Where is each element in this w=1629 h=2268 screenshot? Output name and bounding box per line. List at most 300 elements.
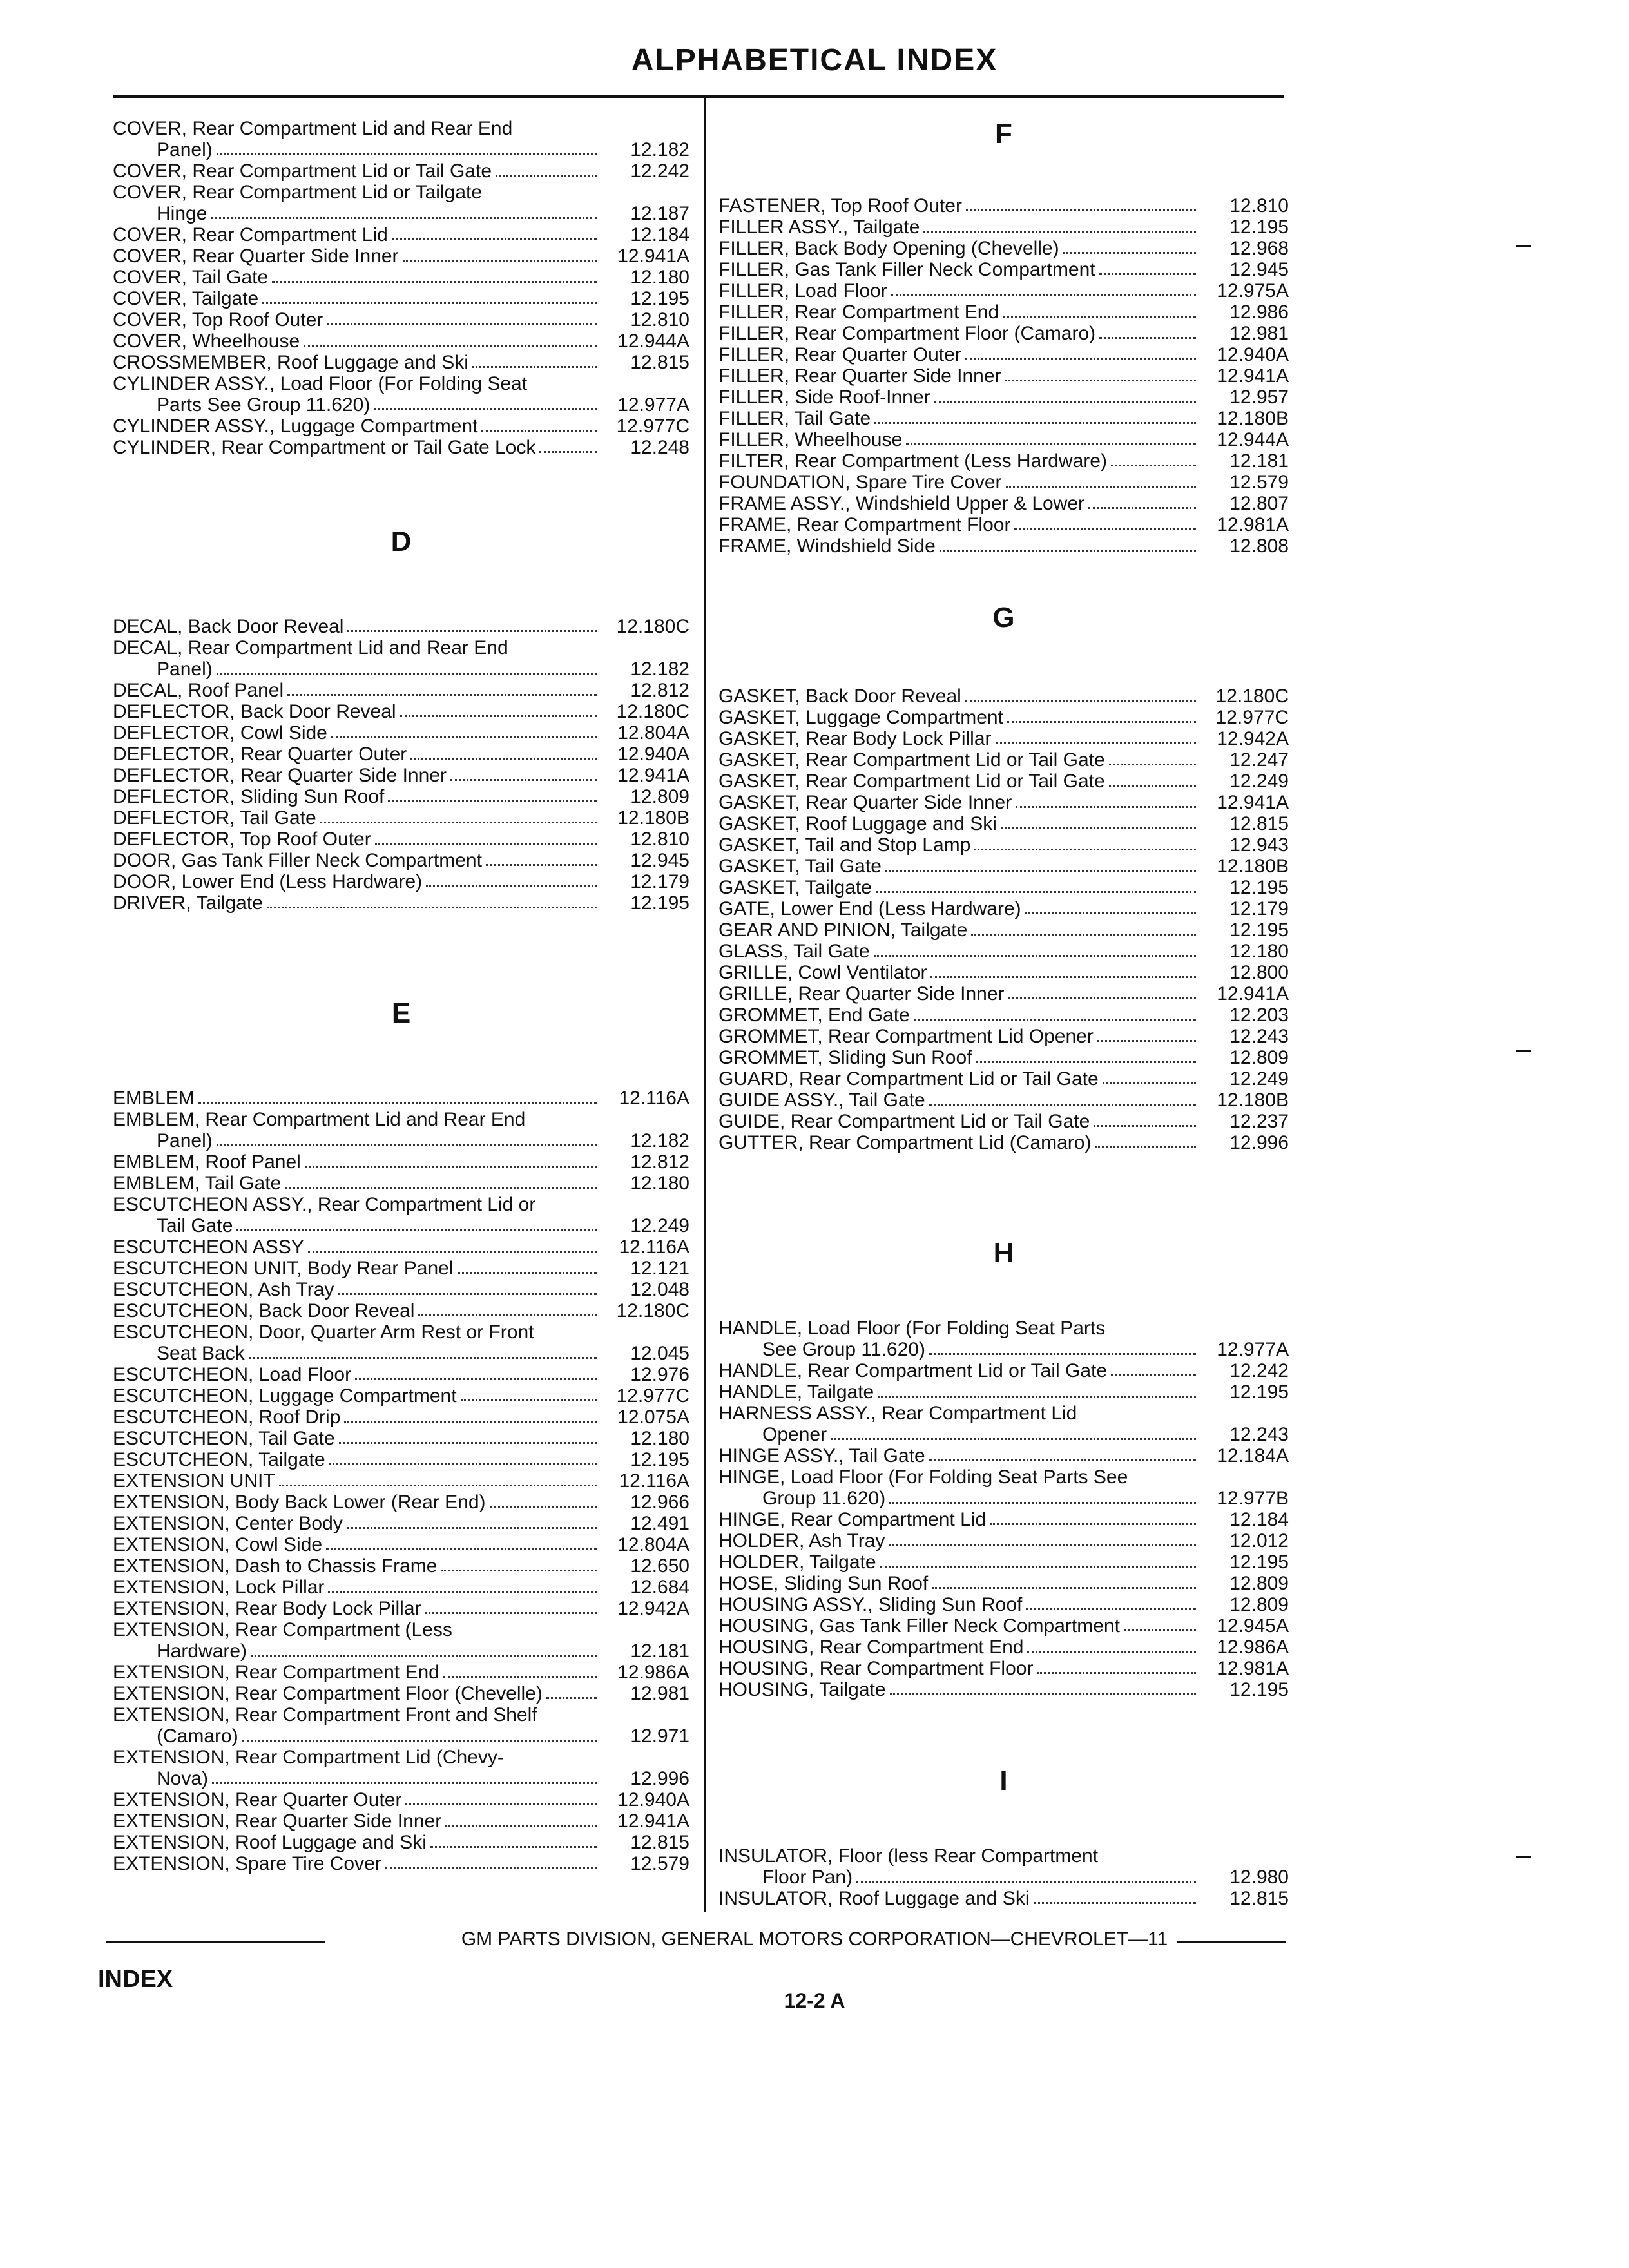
entry-line-text: DEFLECTOR, Top Roof Outer xyxy=(113,829,371,850)
entry-text xyxy=(718,1360,1199,1381)
page-title: ALPHABETICAL INDEX xyxy=(631,43,998,77)
entry-text xyxy=(718,365,1199,387)
entry-text xyxy=(718,238,1199,259)
entry-text xyxy=(113,1300,599,1321)
entry-line-text: GROMMET, End Gate xyxy=(718,1004,910,1026)
entry-text xyxy=(718,707,1199,728)
page-reference: 12.195 xyxy=(1229,877,1289,898)
dot-leader xyxy=(285,1187,597,1189)
entry-name: EXTENSION, Rear Compartment Lid (Chevy- xyxy=(113,1747,504,1768)
entry-line-text: ESCUTCHEON, Back Door Reveal xyxy=(113,1300,415,1321)
entry-line-text: HINGE, Rear Compartment Lid xyxy=(718,1509,987,1530)
entry-continuation xyxy=(718,1339,1199,1360)
index-entry xyxy=(113,352,689,373)
entry-name xyxy=(718,514,1199,535)
entry-line-text: FASTENER, Top Roof Outer xyxy=(718,195,962,216)
index-entry xyxy=(718,429,1289,450)
entry-text xyxy=(718,749,1199,771)
dot-leader xyxy=(217,1144,597,1146)
entry-name xyxy=(718,707,1199,728)
entry-line-text: Opener xyxy=(762,1424,827,1445)
dot-leader xyxy=(976,1061,1196,1063)
dot-leader xyxy=(890,1693,1196,1695)
entry-name xyxy=(718,1679,1199,1700)
page-reference: 12.012 xyxy=(1229,1530,1289,1552)
entry-line-text: DEFLECTOR, Rear Quarter Outer xyxy=(113,744,407,765)
entry-text xyxy=(718,1111,1199,1132)
entry-line-text: GUTTER, Rear Compartment Lid (Camaro) xyxy=(718,1132,1092,1153)
entry-line-text: EXTENSION, Rear Body Lock Pillar xyxy=(113,1598,421,1619)
page-reference: 12.807 xyxy=(1229,493,1289,514)
entry-text xyxy=(718,1615,1199,1637)
page-reference: 12.180B xyxy=(1217,856,1289,877)
index-entry xyxy=(718,1552,1289,1573)
page-reference: 12.977C xyxy=(1215,707,1289,728)
entry-name xyxy=(113,1407,599,1428)
entry-line-text: DEFLECTOR, Back Door Reveal xyxy=(113,701,396,722)
page-reference: 12.944A xyxy=(1217,429,1289,450)
page-reference: 12.248 xyxy=(630,437,689,458)
entry-line-text: GUIDE, Rear Compartment Lid or Tail Gate xyxy=(718,1111,1090,1132)
index-entry xyxy=(718,535,1289,557)
dot-leader xyxy=(971,934,1196,936)
page-reference: 12.981A xyxy=(1217,1658,1289,1679)
index-entry xyxy=(113,182,689,224)
entry-line-text: FILLER, Wheelhouse xyxy=(718,429,903,450)
entry-name xyxy=(718,771,1199,792)
entry-line-text: (Camaro) xyxy=(157,1725,238,1747)
entry-name xyxy=(718,813,1199,834)
entry-text xyxy=(113,829,599,850)
index-entry xyxy=(718,1888,1289,1909)
entry-text xyxy=(113,1449,599,1470)
entry-line-text: FILLER, Rear Compartment End xyxy=(718,302,999,323)
entry-name xyxy=(113,1428,599,1449)
dot-leader xyxy=(308,1251,597,1253)
entry-line-text: DEFLECTOR, Tail Gate xyxy=(113,807,316,829)
entry-line-text: FRAME ASSY., Windshield Upper & Lower xyxy=(718,493,1085,514)
dot-leader xyxy=(344,1421,597,1423)
page-reference: 12.977C xyxy=(616,416,689,437)
entry-name: EMBLEM, Rear Compartment Lid and Rear End xyxy=(113,1109,526,1130)
entry-text xyxy=(113,288,599,309)
entry-line-text: GASKET, Luggage Compartment xyxy=(718,707,1003,728)
entry-line-text: DECAL, Back Door Reveal xyxy=(113,616,344,637)
entry-name xyxy=(113,829,599,850)
page-reference: 12.812 xyxy=(630,680,689,701)
entry-name xyxy=(718,535,1199,557)
entry-name xyxy=(718,238,1199,259)
index-entry xyxy=(113,1385,689,1407)
page-reference: 12.977C xyxy=(616,1385,689,1407)
entry-text xyxy=(113,416,599,437)
dot-leader xyxy=(400,715,597,717)
entry-line-text: GASKET, Rear Body Lock Pillar xyxy=(718,728,992,749)
page-reference: 12.180 xyxy=(630,1173,689,1194)
entry-text xyxy=(113,1832,599,1853)
entry-line-text: Hardware) xyxy=(157,1640,247,1662)
dot-leader xyxy=(385,1867,597,1869)
entry-name xyxy=(113,1492,599,1513)
entry-name xyxy=(718,728,1199,749)
entry-line-text: COVER, Rear Quarter Side Inner xyxy=(113,245,399,267)
entry-text xyxy=(113,1385,599,1407)
dot-leader xyxy=(1008,997,1196,999)
entry-text xyxy=(113,892,599,914)
index-entry xyxy=(113,850,689,871)
entry-name xyxy=(113,437,599,458)
dot-leader xyxy=(539,451,597,453)
dot-leader xyxy=(874,422,1196,424)
entry-text xyxy=(113,1364,599,1385)
dot-leader xyxy=(966,209,1196,211)
entry-text xyxy=(113,437,599,458)
page-reference: 12.986A xyxy=(1217,1637,1289,1658)
index-entry xyxy=(718,834,1289,856)
entry-line-text: ESCUTCHEON ASSY xyxy=(113,1236,304,1258)
page-reference: 12.940A xyxy=(1217,344,1289,365)
entry-name: INSULATOR, Floor (less Rear Compartment xyxy=(718,1845,1099,1867)
dot-leader xyxy=(974,849,1196,850)
entry-name: COVER, Rear Compartment Lid or Tailgate xyxy=(113,182,483,203)
dot-leader xyxy=(914,1019,1196,1021)
index-entry xyxy=(718,983,1289,1004)
entry-text xyxy=(113,680,599,701)
entry-text xyxy=(113,373,599,416)
entry-name: ESCUTCHEON, Door, Quarter Arm Rest or Front xyxy=(113,1321,534,1343)
entry-text xyxy=(113,1619,599,1662)
index-entry xyxy=(718,1132,1289,1153)
entry-line-text: ESCUTCHEON, Ash Tray xyxy=(113,1279,334,1300)
entry-name xyxy=(113,352,599,373)
index-entry xyxy=(718,1090,1289,1111)
entry-text xyxy=(113,1321,599,1364)
page-reference: 12.804A xyxy=(617,1534,689,1555)
entry-text xyxy=(718,387,1199,408)
entry-text xyxy=(718,792,1199,813)
index-entry xyxy=(718,1530,1289,1552)
dot-leader xyxy=(305,1166,597,1168)
index-entry xyxy=(718,344,1289,365)
entry-line-text: DEFLECTOR, Cowl Side xyxy=(113,722,327,744)
dot-leader xyxy=(990,1523,1196,1525)
index-entry xyxy=(113,331,689,352)
index-entry xyxy=(718,1573,1289,1594)
entry-line-text: COVER, Tailgate xyxy=(113,288,259,309)
entry-text xyxy=(113,722,599,744)
dot-leader xyxy=(1063,252,1196,254)
entry-line-text: GROMMET, Rear Compartment Lid Opener xyxy=(718,1026,1094,1047)
entry-name xyxy=(113,1555,599,1577)
entry-line-text: EMBLEM, Roof Panel xyxy=(113,1151,301,1173)
entry-text xyxy=(718,1381,1199,1403)
entry-text xyxy=(113,1407,599,1428)
dot-leader xyxy=(392,238,597,240)
dot-leader xyxy=(889,1502,1196,1504)
entry-name: EXTENSION, Rear Compartment Front and Shelf xyxy=(113,1704,537,1725)
page-reference: 12.808 xyxy=(1229,535,1289,557)
entry-text xyxy=(718,344,1199,365)
page-reference: 12.195 xyxy=(630,288,689,309)
entry-line-text: GASKET, Rear Compartment Lid or Tail Gate xyxy=(718,749,1105,771)
index-entry xyxy=(718,450,1289,472)
page-reference: 12.075A xyxy=(617,1407,689,1428)
entry-name xyxy=(718,941,1199,962)
dot-leader xyxy=(251,1655,597,1657)
entry-name xyxy=(718,323,1199,344)
page-reference: 12.180C xyxy=(616,701,689,722)
entry-name xyxy=(718,749,1199,771)
entry-text xyxy=(113,267,599,288)
page-reference: 12.977A xyxy=(617,394,689,416)
index-entry xyxy=(113,786,689,807)
entry-name xyxy=(718,1360,1199,1381)
entry-text xyxy=(718,898,1199,919)
entry-text xyxy=(718,686,1199,707)
entry-text xyxy=(113,245,599,267)
entry-line-text: FILTER, Rear Compartment (Less Hardware) xyxy=(718,450,1107,472)
entry-name xyxy=(718,387,1199,408)
entry-text xyxy=(113,1151,599,1173)
entry-line-text: COVER, Wheelhouse xyxy=(113,331,300,352)
entry-name xyxy=(113,1364,599,1385)
entry-name xyxy=(718,1888,1199,1909)
entry-line-text: EXTENSION UNIT xyxy=(113,1470,275,1492)
index-entry xyxy=(718,1318,1289,1360)
index-entry xyxy=(718,1068,1289,1090)
index-entry xyxy=(113,722,689,744)
dot-leader xyxy=(242,1740,597,1742)
page-reference: 12.968 xyxy=(1229,238,1289,259)
page-reference: 12.579 xyxy=(1229,472,1289,493)
entry-text xyxy=(113,182,599,224)
dot-leader xyxy=(249,1357,597,1359)
page-reference: 12.981A xyxy=(1217,514,1289,535)
entry-text xyxy=(718,259,1199,280)
index-entry xyxy=(718,771,1289,792)
entry-line-text: COVER, Rear Compartment Lid xyxy=(113,224,388,245)
index-entry xyxy=(718,1360,1289,1381)
page-reference: 12.942A xyxy=(1217,728,1289,749)
entry-text xyxy=(718,429,1199,450)
entry-text xyxy=(113,1258,599,1279)
entry-text xyxy=(113,871,599,892)
entry-text xyxy=(113,850,599,871)
entry-text xyxy=(718,983,1199,1004)
page-reference: 12.944A xyxy=(617,331,689,352)
dot-leader xyxy=(1003,316,1196,318)
entry-name xyxy=(718,1111,1199,1132)
entry-line-text: COVER, Rear Compartment Lid or Tail Gate xyxy=(113,160,492,182)
index-entry xyxy=(113,637,689,680)
page-reference: 12.184 xyxy=(630,224,689,245)
dot-leader xyxy=(375,843,597,845)
entry-line-text: HANDLE, Rear Compartment Lid or Tail Gate xyxy=(718,1360,1108,1381)
entry-name xyxy=(113,1279,599,1300)
dot-leader xyxy=(1124,1629,1196,1631)
index-entry xyxy=(718,514,1289,535)
dot-leader xyxy=(441,1570,597,1571)
entry-text xyxy=(718,1132,1199,1153)
entry-text xyxy=(718,408,1199,429)
entry-line-text: GUARD, Rear Compartment Lid or Tail Gate xyxy=(718,1068,1099,1090)
page-reference: 12.971 xyxy=(630,1725,689,1747)
entry-text xyxy=(113,160,599,182)
index-entry xyxy=(113,1492,689,1513)
page-reference: 12.815 xyxy=(630,352,689,373)
entry-name xyxy=(113,1236,599,1258)
entry-line-text: HOUSING, Gas Tank Filler Neck Compartment xyxy=(718,1615,1120,1637)
page-reference: 12.491 xyxy=(630,1513,689,1534)
entry-text xyxy=(113,1853,599,1874)
entry-line-text: Nova) xyxy=(157,1768,209,1789)
dot-leader xyxy=(1088,507,1196,509)
page-reference: 12.996 xyxy=(630,1768,689,1789)
dot-leader xyxy=(355,1378,597,1380)
entry-name xyxy=(718,1573,1199,1594)
entry-line-text: GASKET, Rear Compartment Lid or Tail Gate xyxy=(718,771,1105,792)
entry-name xyxy=(113,224,599,245)
entry-text xyxy=(718,1004,1199,1026)
page-reference: 12.180B xyxy=(1217,408,1289,429)
letter-heading-f: F xyxy=(995,118,1012,149)
entry-line-text: EXTENSION, Roof Luggage and Ski xyxy=(113,1832,427,1853)
entry-line-text: ESCUTCHEON, Load Floor xyxy=(113,1364,352,1385)
entry-continuation xyxy=(113,1640,599,1662)
dot-leader xyxy=(1025,912,1196,914)
entry-line-text: FILLER ASSY., Tailgate xyxy=(718,216,920,238)
dot-leader xyxy=(287,694,597,696)
entry-line-text: HOUSING, Rear Compartment Floor xyxy=(718,1658,1034,1679)
index-entry xyxy=(113,1321,689,1364)
page-reference: 12.195 xyxy=(1229,919,1289,941)
entry-line-text: Parts See Group 11.620) xyxy=(157,394,371,416)
index-entry xyxy=(113,701,689,722)
entry-line-text: GEAR AND PINION, Tailgate xyxy=(718,919,968,941)
index-entry xyxy=(113,1470,689,1492)
index-entry xyxy=(113,1364,689,1385)
entry-line-text: DEFLECTOR, Rear Quarter Side Inner xyxy=(113,765,447,786)
page-reference: 12.180 xyxy=(1229,941,1289,962)
entry-name xyxy=(113,160,599,182)
page-reference: 12.180C xyxy=(1215,686,1289,707)
entry-line-text: HINGE ASSY., Tail Gate xyxy=(718,1445,925,1466)
left-column xyxy=(113,118,689,1874)
index-entry xyxy=(113,1173,689,1194)
entry-name xyxy=(113,744,599,765)
entry-continuation xyxy=(113,1130,599,1151)
entry-text xyxy=(718,1318,1199,1360)
entry-name xyxy=(718,962,1199,983)
page-reference: 12.941A xyxy=(617,765,689,786)
entry-name xyxy=(113,807,599,829)
index-entry xyxy=(113,892,689,914)
index-entry xyxy=(113,765,689,786)
index-entry xyxy=(718,856,1289,877)
index-entry xyxy=(113,1747,689,1789)
entry-text xyxy=(113,352,599,373)
index-entry xyxy=(718,1615,1289,1637)
index-entry xyxy=(113,1555,689,1577)
page-reference: 12.650 xyxy=(630,1555,689,1577)
entry-text xyxy=(113,744,599,765)
index-entry xyxy=(113,1619,689,1662)
dot-leader xyxy=(443,1676,597,1678)
index-entry xyxy=(113,1811,689,1832)
index-entry xyxy=(113,1151,689,1173)
dot-leader xyxy=(329,1463,597,1465)
entry-line-text: Panel) xyxy=(157,658,213,680)
index-entry xyxy=(718,238,1289,259)
page-reference: 12.809 xyxy=(630,786,689,807)
dot-leader xyxy=(410,758,597,760)
entry-line-text: ESCUTCHEON, Luggage Compartment xyxy=(113,1385,457,1407)
page-reference: 12.184 xyxy=(1229,1509,1289,1530)
margin-mark xyxy=(1516,1856,1531,1858)
entry-name xyxy=(718,1637,1199,1658)
entry-line-text: DRIVER, Tailgate xyxy=(113,892,263,914)
entry-text xyxy=(718,941,1199,962)
dot-leader xyxy=(461,1399,597,1401)
entry-text xyxy=(113,309,599,331)
dot-leader xyxy=(425,1612,597,1614)
entry-continuation xyxy=(113,203,599,224)
page-reference: 12.180C xyxy=(616,616,689,637)
entry-name xyxy=(718,1552,1199,1573)
entry-name xyxy=(718,280,1199,302)
entry-line-text: FILLER, Tail Gate xyxy=(718,408,871,429)
entry-line-text: FILLER, Side Roof-Inner xyxy=(718,387,930,408)
index-entry xyxy=(718,1403,1289,1445)
page-reference: 12.981 xyxy=(1229,323,1289,344)
entry-line-text: EMBLEM, Tail Gate xyxy=(113,1173,282,1194)
index-entry xyxy=(718,1111,1289,1132)
dot-leader xyxy=(426,885,597,887)
index-entry xyxy=(113,416,689,437)
entry-text xyxy=(113,1236,599,1258)
index-entry xyxy=(718,1466,1289,1509)
entry-text xyxy=(113,1747,599,1789)
entry-name xyxy=(113,1811,599,1832)
entry-text xyxy=(113,1577,599,1598)
dot-leader xyxy=(889,1544,1196,1546)
index-entry xyxy=(113,288,689,309)
page-reference: 12.815 xyxy=(630,1832,689,1853)
page-reference: 12.810 xyxy=(1229,195,1289,216)
entry-line-text: CROSSMEMBER, Roof Luggage and Ski xyxy=(113,352,468,373)
entry-text xyxy=(113,1109,599,1151)
entry-text xyxy=(718,834,1199,856)
dot-leader xyxy=(339,1442,597,1444)
page-reference: 12.942A xyxy=(617,1598,689,1619)
entry-line-text: ESCUTCHEON, Tailgate xyxy=(113,1449,325,1470)
entry-name xyxy=(718,1381,1199,1403)
dot-leader xyxy=(405,1803,597,1805)
entry-name xyxy=(113,786,599,807)
dot-leader xyxy=(267,907,597,908)
dot-leader xyxy=(1007,721,1196,723)
dot-leader xyxy=(906,443,1196,445)
index-entry xyxy=(113,1577,689,1598)
entry-name xyxy=(113,1151,599,1173)
entry-name xyxy=(718,856,1199,877)
entry-name xyxy=(718,216,1199,238)
page-reference: 12.945 xyxy=(630,850,689,871)
index-entry xyxy=(718,1445,1289,1466)
entry-text xyxy=(718,302,1199,323)
entry-name xyxy=(113,1470,599,1492)
entry-name xyxy=(718,1445,1199,1466)
